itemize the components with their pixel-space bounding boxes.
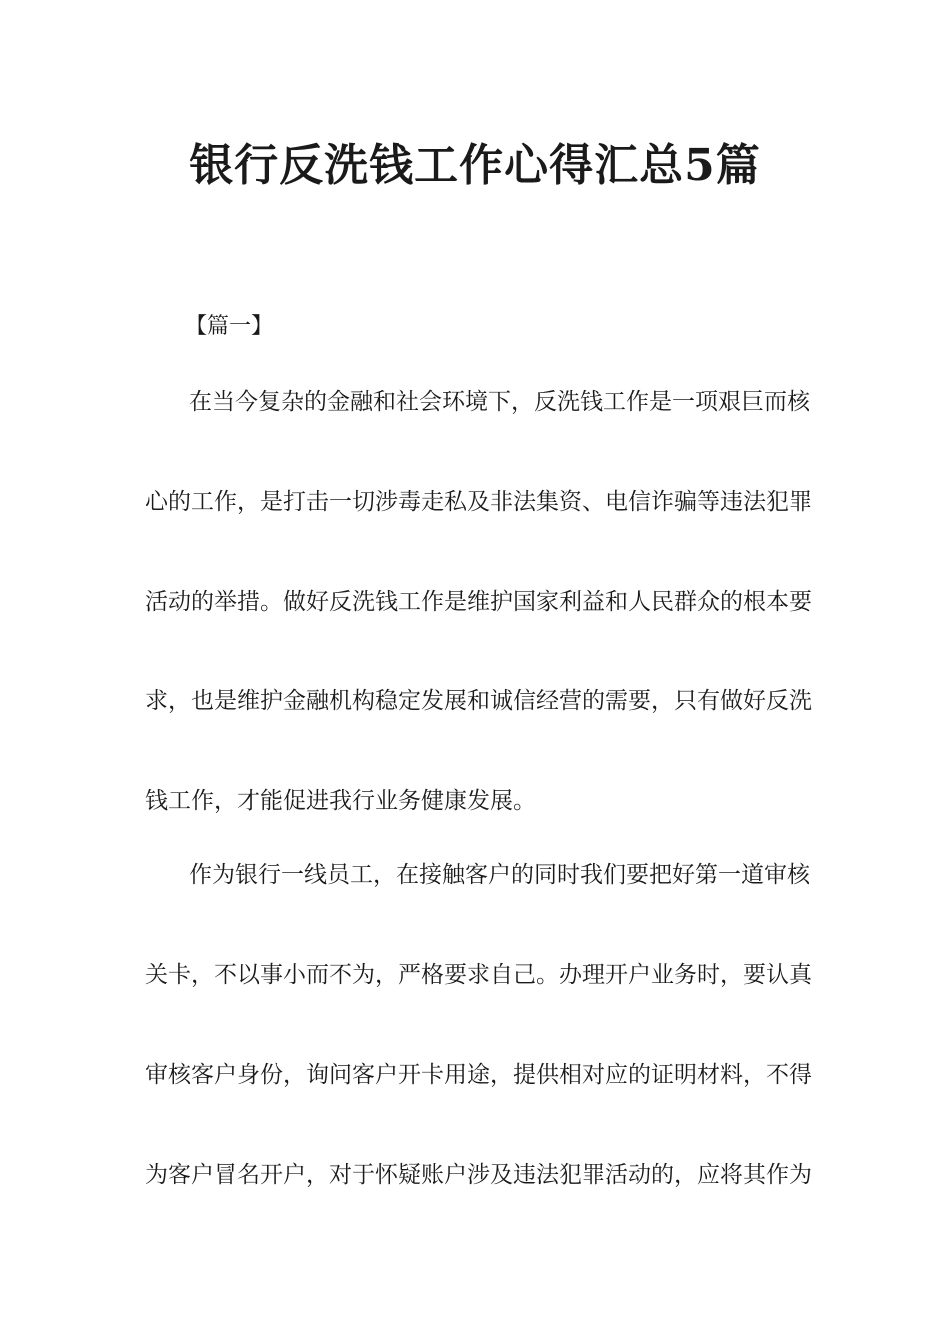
paragraph-line: 审核客户身份，询问客户开卡用途，提供相对应的证明材料，不得 (145, 1062, 812, 1088)
paragraph-line: 活动的举措。做好反洗钱工作是维护国家利益和人民群众的根本要 (145, 589, 812, 615)
paragraph-line: 在当今复杂的金融和社会环境下，反洗钱工作是一项艰巨而核 (189, 389, 810, 415)
paragraph-line: 求，也是维护金融机构稳定发展和诚信经营的需要，只有做好反洗 (145, 688, 812, 714)
document-title: 银行反洗钱工作心得汇总5篇 (189, 140, 761, 191)
section-heading: 【篇一】 (185, 314, 274, 339)
paragraph-line: 作为银行一线员工，在接触客户的同时我们要把好第一道审核 (189, 862, 810, 888)
paragraph-line: 钱工作，才能促进我行业务健康发展。 (145, 788, 536, 814)
paragraph-line: 心的工作，是打击一切涉毒走私及非法集资、电信诈骗等违法犯罪 (145, 489, 812, 515)
paragraph-line: 关卡，不以事小而不为，严格要求自己。办理开户业务时，要认真 (145, 962, 812, 988)
paragraph-line: 为客户冒名开户，对于怀疑账户涉及违法犯罪活动的，应将其作为 (145, 1162, 812, 1188)
